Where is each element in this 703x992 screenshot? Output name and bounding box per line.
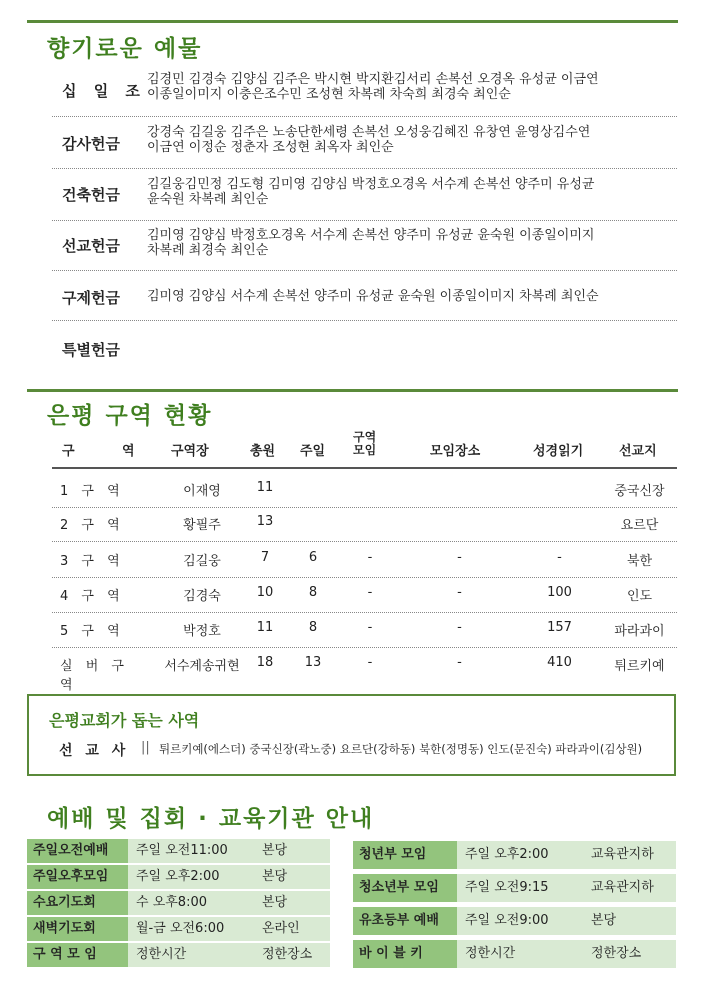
service-place: 본당 [585,907,676,935]
service-name: 구 역 모 임 [27,943,128,967]
service-row [353,907,676,935]
mission-label: 선 교 사 [59,743,130,759]
district-place: - [457,585,462,600]
offering-row [52,272,677,321]
service-place: 정한장소 [256,943,330,967]
district-sunday: 6 [308,550,318,565]
district-place: - [457,550,462,565]
col-header-place: 모임장소 [430,444,481,459]
district-mission: 인도 [626,589,653,604]
service-row [27,917,330,941]
table-row [52,575,677,613]
separator-bars: || [141,740,150,755]
district-leader: 이재영 [183,484,221,499]
service-place: 정한장소 [585,940,676,968]
service-time: 주일 오전9:15 [457,874,585,902]
service-time: 주일 오후2:00 [457,841,585,869]
offering-label: 건축헌금 [62,186,120,204]
col-header-gu: 구 [62,444,75,459]
district-total: 11 [256,620,274,635]
district-total: 18 [256,655,274,670]
offering-names: 김경민 김경숙 김양심 김주은 박시현 박지환김서리 손복선 오경옥 유성균 이금연 이종일이미지 이충은조수민 조성현 차복례 차숙희 최경숙 최인순 [147,72,599,102]
service-place: 본당 [256,891,330,915]
district-leader: 김길웅 [183,554,221,569]
service-row [353,940,676,968]
district-name: 2 구 역 [60,518,120,533]
service-place: 교육관지하 [585,874,676,902]
col-header-leader: 구역장 [171,444,209,459]
district-bible: - [557,550,562,565]
district-bible: 100 [547,585,572,600]
offering-label: 구제헌금 [62,289,120,307]
offering-row [52,222,677,271]
service-row [27,891,330,915]
district-total: 13 [256,514,274,529]
district-place: - [457,655,462,670]
district-meeting: - [367,655,373,670]
service-place: 본당 [256,865,330,889]
service-name: 청년부 모임 [353,841,457,869]
table-row [52,645,677,693]
service-name: 바 이 블 키 [353,940,457,968]
district-mission: 파라과이 [614,624,665,639]
service-place: 교육관지하 [585,841,676,869]
offering-label: 선교헌금 [62,237,120,255]
district-bible: 157 [547,620,572,635]
offering-names: 김미영 김양심 서수계 손복선 양주미 유성균 윤숙원 이종일이미지 차복례 최인순 [147,289,599,304]
service-row [27,839,330,863]
district-name: 1 구 역 [60,484,120,499]
service-name: 주일오전예배 [27,839,128,863]
district-meeting: - [367,585,373,600]
service-row [353,841,676,869]
service-place: 온라인 [256,917,330,941]
service-name: 청소년부 모임 [353,874,457,902]
offering-label: 십 일 조 [62,82,146,100]
service-time: 수 오후8:00 [128,891,256,915]
offering-label: 감사헌금 [62,135,120,153]
offering-row [52,322,677,370]
district-mission: 북한 [626,554,653,569]
district-place: - [457,620,462,635]
col-header-yeok: 역 [122,444,135,459]
district-sunday: 8 [308,620,318,635]
service-name: 주일오후모임 [27,865,128,889]
section-rule [27,389,678,392]
table-row [52,504,677,542]
district-name: 4 구 역 [60,589,120,604]
service-time: 주일 오후2:00 [128,865,256,889]
district-mission: 중국신장 [614,484,665,499]
district-sunday: 8 [308,585,318,600]
offering-names: 김미영 김양심 박정호오경옥 서수계 손복선 양주미 유성균 윤숙원 이종일이미지 차복례 최경숙 최인순 [147,228,595,258]
missionary-list: 튀르키예(에스더) 중국신장(곽노중) 요르단(강하동) 북한(정명동) 인도(문진숙) 파라과이(김상원) [159,742,643,756]
service-name: 유초등부 예배 [353,907,457,935]
col-header-total: 총원 [250,444,276,459]
service-time: 주일 오전11:00 [128,839,256,863]
table-row [52,610,677,648]
top-rule [27,20,678,23]
mission-title: 은평교회가 돕는 사역 [49,711,200,730]
district-total: 10 [256,585,274,600]
mission-box [27,694,676,776]
district-mission: 튀르키예 [614,659,665,674]
service-row [27,865,330,889]
col-header-bible: 성경읽기 [533,444,584,459]
service-name: 새벽기도회 [27,917,128,941]
district-name: 3 구 역 [60,554,120,569]
col-header-district-meeting: 구역 모임 [353,430,377,457]
table-row [52,470,677,508]
col-header-mission: 선교지 [619,444,657,459]
district-leader: 박정호 [183,624,221,639]
district-bible: 410 [547,655,572,670]
service-row [353,874,676,902]
district-leader: 김경숙 [183,589,221,604]
district-leader: 황필주 [183,518,221,533]
service-row [27,943,330,967]
district-total: 7 [260,550,270,565]
offering-row [52,66,677,117]
district-name: 실 버 구 역 [60,659,124,693]
table-row [52,540,677,578]
offerings-title: 향기로운 예물 [47,36,203,62]
offering-row [52,118,677,169]
offering-names: 강경숙 김길웅 김주은 노송단한세령 손복선 오성웅김혜진 유창연 윤영상김수연 이금연 이정순 정춘자 조성현 최옥자 최인순 [147,125,591,155]
service-place: 본당 [256,839,330,863]
offering-names: 김길웅김민정 김도형 김미영 김양심 박정호오경옥 서수계 손복선 양주미 유성균 윤숙원 차복례 최인순 [147,177,595,207]
services-title: 예배 및 집회 · 교육기관 안내 [47,806,375,832]
district-total: 11 [256,480,274,495]
col-header-sunday: 주일 [300,444,326,459]
offering-row [52,170,677,221]
service-time: 정한시간 [457,940,585,968]
table-header-rule [52,467,677,469]
service-time: 정한시간 [128,943,256,967]
district-mission: 요르단 [620,518,659,533]
district-leader: 서수계송귀현 [164,659,240,674]
offering-label: 특별헌금 [62,341,120,359]
service-time: 주일 오전9:00 [457,907,585,935]
service-name: 수요기도회 [27,891,128,915]
district-meeting: - [367,620,373,635]
service-time: 월-금 오전6:00 [128,917,256,941]
district-sunday: 13 [304,655,322,670]
district-name: 5 구 역 [60,624,120,639]
districts-title: 은평 구역 현황 [47,403,213,429]
district-meeting: - [367,550,373,565]
